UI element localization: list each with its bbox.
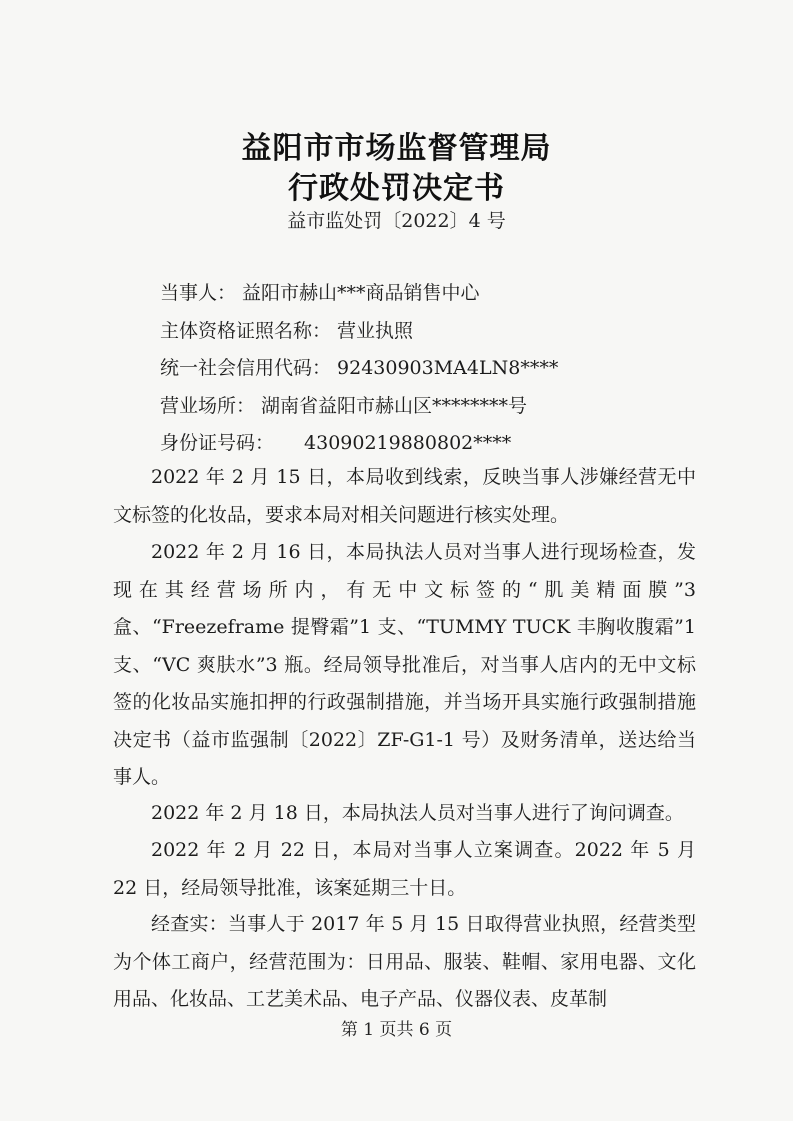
paragraph-inquiry: 2022 年 2 月 18 日，本局执法人员对当事人进行了询问调查。 bbox=[151, 802, 684, 824]
field-value: 益阳市赫山***商品销售中心 bbox=[242, 282, 480, 304]
paragraph-findings: 经查实：当事人于 2017 年 5 月 15 日取得营业执照，经营类型为个体工商户，经营范围为：日用品、服装、鞋帽、家用电器、文化用品、化妆品、工艺美术品、电子产品、仪器仪表、皮革制 bbox=[113, 913, 696, 1010]
field-label: 身份证号码： bbox=[160, 432, 275, 454]
field-license-name bbox=[160, 316, 413, 343]
field-id-number bbox=[160, 428, 511, 455]
field-credit-code bbox=[160, 353, 558, 380]
field-label: 当事人： bbox=[160, 282, 237, 304]
document-number: 益市监处罚〔2022〕4 号 bbox=[287, 210, 506, 232]
field-value: 营业执照 bbox=[337, 320, 414, 342]
field-business-address bbox=[160, 391, 527, 418]
field-label: 统一社会信用代码： bbox=[160, 357, 332, 379]
field-value: 湖南省益阳市赫山区********号 bbox=[261, 395, 528, 417]
field-label: 主体资格证照名称： bbox=[160, 320, 332, 342]
document-title: 行政处罚决定书 bbox=[288, 171, 505, 206]
field-value: 43090219880802**** bbox=[304, 432, 512, 454]
field-party bbox=[160, 278, 480, 305]
field-label: 营业场所： bbox=[160, 395, 256, 417]
paragraph-case-filing: 2022 年 2 月 22 日，本局对当事人立案调查。2022 年 5 月 22 日，经局领导批准，该案延期三十日。 bbox=[113, 839, 696, 899]
paragraph-clue-received: 2022 年 2 月 15 日，本局收到线索，反映当事人涉嫌经营无中文标签的化妆品，要求本局对相关问题进行核实处理。 bbox=[113, 466, 696, 526]
agency-title: 益阳市市场监督管理局 bbox=[241, 131, 552, 166]
page-number: 第 1 页共 6 页 bbox=[340, 1020, 453, 1040]
field-value: 92430903MA4LN8**** bbox=[337, 357, 559, 379]
paragraph-site-inspection: 2022 年 2 月 16 日，本局执法人员对当事人进行现场检查，发现在其经营场所内，有无中文标签的“肌美精面膜”3 盒、“Freezeframe 提臀霜”1 支、“TUMMY TUCK 丰胸收腹霜”1 支、“VC 爽肤水”3 瓶。经局领导批准后，对当事人店内的无中文标签的化妆品实施扣押的行政强制措施，并当场开具实施行政强制措施决定书（益市监强制〔2022〕ZF-G1-1 号）及财务清单，送达给当事人。 bbox=[113, 541, 696, 788]
